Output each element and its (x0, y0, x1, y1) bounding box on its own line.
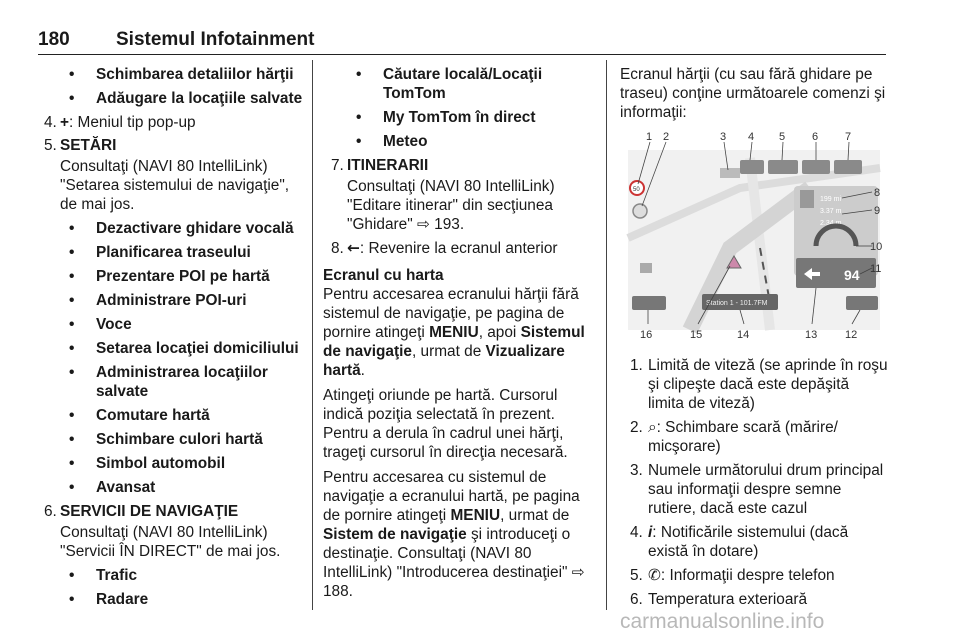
column-divider (606, 60, 607, 610)
item-title: SETĂRI (60, 137, 117, 154)
menu-button[interactable] (632, 296, 666, 310)
list-item: • Administrarea locaţiilor salvate (36, 363, 304, 401)
list-item: • My TomTom în direct (323, 108, 596, 127)
column-1 (36, 65, 304, 614)
list-item: • Adăugare la locaţiile salvate (36, 89, 304, 108)
caption-number: 4. (630, 524, 643, 541)
route-options-icon[interactable] (640, 263, 652, 273)
page-reference: 193. (434, 216, 465, 233)
caption-text: : Notificările sistemului (dacă există în dotare) (648, 524, 849, 560)
distance-text: 199 mi (820, 196, 842, 203)
paragraph: Ecranul hărţii (cu sau fără ghidare pe traseu) conţine următoarele comenzi şi informaţii: (620, 66, 886, 121)
list-item: • Voce (36, 315, 304, 334)
callout-label: 15 (690, 329, 703, 341)
caption-item (620, 461, 888, 518)
caption-item (620, 356, 888, 413)
item-description: Consultaţi (NAVI 80 IntelliLink) "Servicii ÎN DIRECT" de mai jos. (60, 524, 281, 560)
station-text: Station 1 - 101.7FM (706, 300, 768, 307)
text: şi introduceţi o destinaţie. Consultaţi (NAVI 80 IntelliLink) "Introducerea destinaţiei" (323, 526, 572, 581)
numbered-item-4 (36, 113, 304, 132)
paragraph (323, 285, 596, 380)
column-3 (620, 65, 888, 614)
list-item: • Schimbare culori hartă (36, 430, 304, 449)
page-header (38, 30, 886, 55)
caption-number: 5. (630, 567, 643, 584)
text: Pentru accesarea cu sistemul de navigaţie a ecranului hartă, pe pagina de pornire atingeţi (323, 469, 580, 524)
list-item: • Comutare hartă (36, 406, 304, 425)
list-item: • Avansat (36, 478, 304, 497)
route-info-icon (800, 190, 814, 208)
callout-label: 12 (845, 329, 858, 341)
caption-item (620, 523, 888, 561)
callout-label: 1 (646, 131, 653, 143)
list-item: • Dezactivare ghidare vocală (36, 219, 304, 238)
notification-button[interactable] (740, 160, 764, 174)
item-number: 8. (331, 240, 344, 257)
text: , urmat de (411, 343, 486, 360)
callout-label: 11 (870, 263, 882, 275)
callout-label: 5 (779, 131, 786, 143)
item-title: ITINERARII (347, 157, 429, 174)
speed-limit-value: 50 (633, 187, 640, 193)
list-item: • Trafic (36, 566, 304, 585)
callout-label: 8 (874, 187, 881, 199)
numbered-item-6 (36, 502, 304, 521)
callout-label: 10 (870, 241, 883, 253)
list-item: • Căutare locală/Locaţii TomTom (323, 65, 596, 103)
callout-label: 3 (720, 131, 727, 143)
callout-label: 13 (805, 329, 818, 341)
bold-text: MENIU (450, 507, 501, 524)
map-screen-illustration (620, 128, 884, 346)
back-arrow-icon: ← (347, 239, 360, 257)
caption-text: : Informaţii despre telefon (660, 567, 835, 584)
text: , urmat de (500, 507, 570, 524)
item-title: SERVICII DE NAVIGAŢIE (60, 503, 239, 520)
info-icon: i (648, 524, 653, 541)
numbered-item-7 (323, 156, 596, 175)
numbered-item-8 (323, 239, 596, 258)
road-name-box (720, 168, 740, 178)
distance-text: 2.34 m (820, 220, 842, 227)
page-ref-arrow-icon: ⇨ (571, 563, 585, 581)
caption-item (620, 566, 888, 585)
back-button[interactable] (846, 296, 878, 310)
phone-button[interactable] (768, 160, 798, 174)
zoom-icon: ⌕ (648, 418, 657, 436)
caption-number: 1. (630, 357, 643, 374)
page-ref-arrow-icon: ⇨ (416, 215, 430, 233)
numbered-item-5 (36, 136, 304, 155)
column-2 (323, 65, 596, 607)
callout-label: 14 (737, 329, 750, 341)
caption-number: 2. (630, 419, 643, 436)
text: Pentru accesarea ecranului hărţii fără sistemul de navigaţie, pe pagina de pornire atingeţi (323, 286, 579, 341)
callout-label: 6 (812, 131, 819, 143)
page-title: Sistemul Infotainment (116, 29, 315, 50)
caption-number: 3. (630, 462, 643, 479)
watermark: carmanualsonline.info (620, 610, 825, 633)
callout-label: 9 (874, 205, 881, 217)
temperature-box (802, 160, 830, 174)
item-description (323, 177, 596, 234)
item-number: 5. (44, 137, 57, 154)
column-divider (312, 60, 313, 610)
text: . (360, 362, 365, 379)
current-speed: 94 (844, 267, 860, 283)
paragraph (323, 468, 596, 601)
item-text: : Revenire la ecranul anterior (359, 240, 558, 257)
caption-text: Temperatura exterioară (648, 591, 808, 608)
callout-label: 2 (663, 131, 670, 143)
list-item: • Setarea locaţiei domiciliului (36, 339, 304, 358)
map-screen-diagram (620, 128, 884, 346)
bold-text: Vizualizare hartă (323, 343, 565, 379)
item-number: 4. (44, 114, 57, 131)
callout-label: 7 (845, 131, 852, 143)
list-item: • Meteo (323, 132, 596, 151)
clock-box (834, 160, 862, 174)
list-item: • Simbol automobil (36, 454, 304, 473)
list-item: • Prezentare POI pe hartă (36, 267, 304, 286)
caption-item (620, 590, 888, 609)
callout-label: 4 (748, 131, 755, 143)
distance-text: 3.37 m (820, 208, 842, 215)
item-number: 7. (331, 157, 344, 174)
paragraph: Atingeţi oriunde pe hartă. Cursorul indică poziţia selectată în prezent. Pentru a derula în cadrul unei hărţi, trageţi cursorul în direcţia necesară. (323, 387, 568, 461)
page-number: 180 (38, 29, 70, 50)
zoom-icon[interactable] (633, 204, 647, 218)
page-reference: 188. (323, 583, 353, 600)
text: , apoi (478, 324, 521, 341)
caption-text: : Schimbare scară (mărire/ micşorare) (648, 419, 838, 455)
callout-label: 16 (640, 329, 653, 341)
caption-number: 6. (630, 591, 643, 608)
description-text: Consultaţi (NAVI 80 IntelliLink) "Editare itinerar" din secţiunea "Ghidare" (347, 178, 555, 233)
list-item: • Schimbarea detaliilor hărţii (36, 65, 304, 84)
caption-item (620, 418, 888, 456)
caption-text: Numele următorului drum principal sau informaţii despre semne rutiere, dacă este cazul (648, 462, 884, 517)
plus-icon: + (60, 114, 69, 131)
bold-text: Sistem de navigaţie (323, 526, 467, 543)
bold-text: Sistemul de navigaţie (323, 324, 585, 360)
phone-icon: ✆ (648, 566, 661, 584)
caption-text: Limită de viteză (se aprinde în roşu şi clipeşte dacă este depăşită limita de viteză) (648, 357, 888, 412)
bold-text: MENIU (429, 324, 479, 341)
item-description: Consultaţi (NAVI 80 IntelliLink) "Setarea sistemului de navigaţie", de mai jos. (60, 158, 290, 213)
list-item: • Administrare POI-uri (36, 291, 304, 310)
section-title: Ecranul cu harta (323, 267, 444, 284)
item-text: : Meniul tip pop-up (69, 114, 196, 131)
list-item: • Radare (36, 590, 304, 609)
list-item: • Planificarea traseului (36, 243, 304, 262)
item-number: 6. (44, 503, 57, 520)
